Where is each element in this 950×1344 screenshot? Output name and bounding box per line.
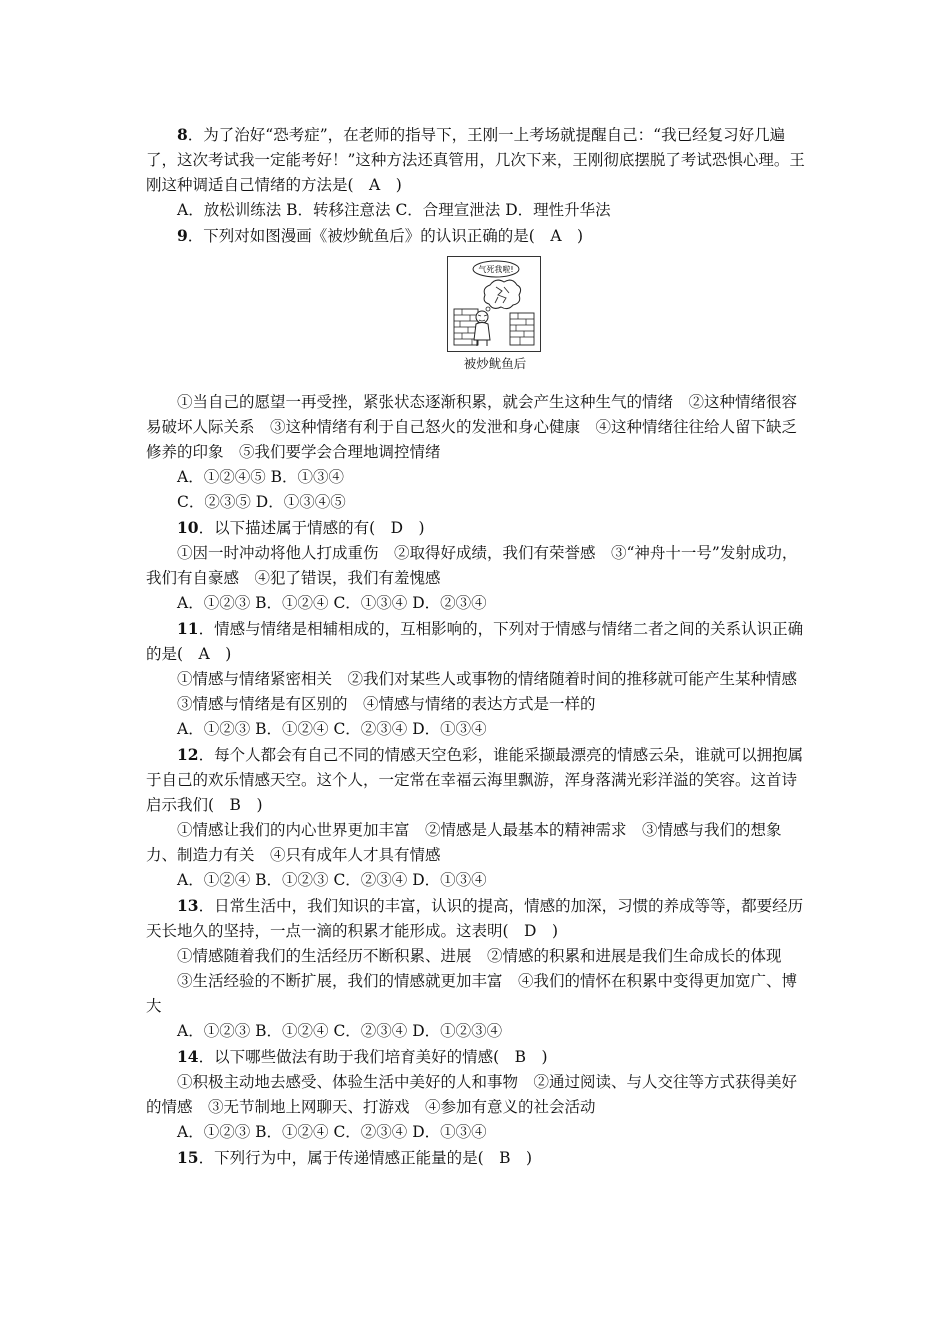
question-number: 15 [177,1148,199,1167]
answer-options: A．①②③ B．①②④ C．①③④ D．②③④ [177,594,487,612]
cartoon-image [447,256,541,352]
worksheet-page [146,122,810,1171]
statements: ①情感随着我们的生活经历不断积累、进展 ②情感的积累和进展是我们生命成长的体现 [177,947,782,965]
statements: ①当自己的愿望一再受挫，紧张状态逐渐积累，就会产生这种生气的情绪 ②这种情绪很容易破坏人际关系 ③这种情绪有利于自己怒火的发泄和身心健康 ④这种情绪往往给人留下缺乏修养的印象 ⑤我们要学会合理地调控情绪 [146,393,798,461]
answer-options: A．①②④ B．①②③ C．②③④ D．①③④ [177,871,487,889]
question-number: 11 [177,619,199,638]
answer-options: A．①②③ B．①②④ C．②③④ D．①③④ [177,1123,487,1141]
question-stem: ．为了治好“恐考症”，在老师的指导下，王刚一上考场就提醒自己：“我已经复习好几遍了，这次考试我一定能考好！”这种方法还真管用，几次下来，王刚彻底摆脱了考试恐惧心理。王刚这种调适自己情绪的方法是( A ) [146,126,805,194]
answer-options: A．①②③ B．①②④ C．②③④ D．①②③④ [177,1022,503,1040]
question-number: 8 [177,125,188,144]
question-15 [146,1145,810,1171]
statements: ③生活经验的不断扩展，我们的情感就更加丰富 ④我们的情怀在积累中变得更加宽广、博大 [146,972,798,1015]
question-stem: ．以下描述属于情感的有( D ) [198,519,425,537]
cartoon-caption: 被炒鱿鱼后 [463,356,527,371]
question-number: 14 [177,1047,199,1066]
question-stem: ．每个人都会有自己不同的情感天空色彩，谁能采撷最漂亮的情感云朵，谁就可以拥抱属于自己的欢乐情感天空。这个人，一定常在幸福云海里飘游，浑身落满光彩洋溢的笑容。这首诗启示我们( B ) [146,746,804,814]
statements: ①情感让我们的内心世界更加丰富 ②情感是人最基本的精神需求 ③情感与我们的想象力、制造力有关 ④只有成年人才具有情感 [146,821,782,864]
statements: ①积极主动地去感受、体验生活中美好的人和事物 ②通过阅读、与人交往等方式获得美好的情感 ③无节制地上网聊天、打游戏 ④参加有意义的社会活动 [146,1073,798,1116]
question-number: 10 [177,518,199,537]
question-8 [146,122,810,198]
statements: ③情感与情绪是有区别的 ④情感与情绪的表达方式是一样的 [177,695,596,713]
question-number: 13 [177,896,199,915]
question-9 [146,223,810,249]
question-stem: ．情感与情绪是相辅相成的，互相影响的，下列对于情感与情绪二者之间的关系认识正确的是( A ) [146,620,804,663]
question-stem: ．日常生活中，我们知识的丰富，认识的提高，情感的加深，习惯的养成等等，都要经历天长地久的坚持，一点一滴的积累才能形成。这表明( D ) [146,897,804,940]
question-11 [146,616,810,667]
question-12 [146,742,810,818]
question-stem: ．下列行为中，属于传递情感正能量的是( B ) [198,1149,533,1167]
statements: ①因一时冲动将他人打成重伤 ②取得好成绩，我们有荣誉感 ③“神舟十一号”发射成功，我们有自豪感 ④犯了错误，我们有羞愧感 [146,544,798,587]
question-10 [146,515,810,541]
question-number: 12 [177,745,199,764]
cartoon-figure [146,252,810,384]
answer-options: A．①②③ B．①②④ C．②③④ D．①③④ [177,720,487,738]
answer-options: A．放松训练法 B．转移注意法 C．合理宣泄法 D．理性升华法 [177,201,611,219]
bubble-text: 气死我啦! [478,265,514,274]
statements: ①情感与情绪紧密相关 ②我们对某些人或事物的情绪随着时间的推移就可能产生某种情感 [177,670,798,688]
answer-options: A．①②④⑤ B．①③④ [177,468,345,486]
question-13 [146,893,810,944]
question-number: 9 [177,226,188,245]
question-stem: ．以下哪些做法有助于我们培育美好的情感( B ) [198,1048,548,1066]
question-stem: ．下列对如图漫画《被炒鱿鱼后》的认识正确的是( A ) [187,227,584,245]
answer-options: C．②③⑤ D．①③④⑤ [177,493,346,511]
cartoon-drawing [448,257,539,350]
question-14 [146,1044,810,1070]
